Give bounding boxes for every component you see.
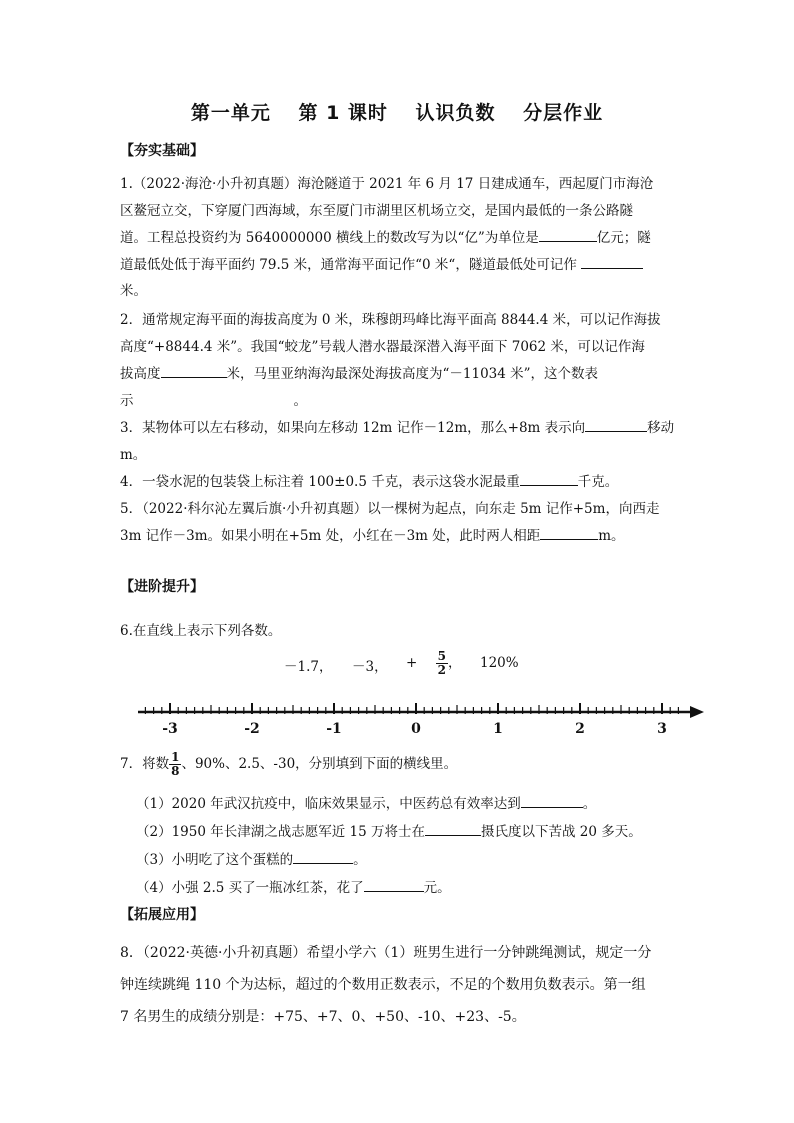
q2-line1: 2．通常规定海平面的海拔高度为 0 米，珠穆朗玛峰比海平面高 8844.4 米，可以记作海拔	[120, 312, 661, 328]
q6-number-3-sign: +	[406, 655, 418, 671]
q7-text1a: 7．将数	[120, 756, 170, 772]
q2-text4b: 。	[293, 393, 307, 409]
q3-text1b: 移动	[647, 420, 675, 436]
q6-fraction	[436, 650, 448, 677]
q3-text1a: 3．某物体可以左右移动，如果向左移动 12m 记作－12m，那么+8m 表示向	[120, 420, 586, 436]
section-advanced: 【进阶提升】	[120, 579, 204, 595]
q1-line5: 米。	[120, 283, 147, 299]
q8-line1: 8．（2022·英德·小升初真题）希望小学六（1）班男生进行一分钟跳绳测试，规定一分	[120, 945, 652, 961]
q2-blank1[interactable]	[161, 363, 227, 378]
q5-line1: 5．（2022·科尔沁左翼后旗·小升初真题）以一棵树为起点，向东走 5m 记作+5m，向西走	[120, 501, 660, 517]
q3-line1	[120, 416, 674, 436]
q7-sub1-text: （1）2020 年武汉抗疫中，临床效果显示，中医药总有效率达到	[136, 796, 521, 812]
q6-number-3	[406, 650, 461, 677]
title-type: 分层作业	[523, 102, 604, 124]
title-unit: 第一单元	[190, 102, 271, 124]
q6-number-1: －1.7，	[284, 659, 333, 675]
q1-text4a: 道最低处低于海平面约 79.5 米，通常海平面记作“0 米“，隧道最低处可记作	[120, 257, 577, 273]
q4-line1	[120, 470, 618, 490]
q1-line3	[120, 226, 651, 246]
q5-line2	[120, 524, 625, 544]
axis-label: -1	[326, 721, 342, 737]
q1-blank2[interactable]	[581, 254, 643, 269]
axis-label: -3	[162, 721, 178, 737]
q7-sub4	[136, 876, 451, 896]
q7-sub3-end: 。	[353, 852, 367, 868]
q1-line2: 区鳌冠立交，下穿厦门西海域，东至厦门市湖里区机场立交，是国内最低的一条公路隧	[120, 203, 633, 219]
q7-sub4-text: （4）小强 2.5 买了一瓶冰红茶，花了	[136, 880, 364, 896]
q2-text3a: 拔高度	[120, 366, 161, 382]
q3-blank[interactable]	[585, 417, 647, 432]
q7-blank3[interactable]	[293, 849, 353, 864]
number-line-arrow	[690, 706, 704, 718]
q2-text3b: 米，马里亚纳海沟最深处海拔高度为“－11034 米”，这个数表	[226, 366, 599, 382]
q7-sub2-end: 摄氏度以下苦战 20 多天。	[481, 824, 642, 840]
axis-label: 2	[575, 721, 585, 737]
q7-sub2	[136, 820, 642, 840]
q7-line1	[120, 751, 457, 778]
q2-line4	[120, 389, 307, 409]
q7-fraction-num: 1	[171, 750, 180, 764]
page-title	[0, 98, 794, 125]
q6-number-4: 120%	[480, 655, 519, 671]
section-basic: 【夯实基础】	[120, 143, 204, 159]
title-lesson: 第 1 课时	[298, 102, 388, 124]
q8-line3: 7 名男生的成绩分别是：+75、+7、0、+50、-10、+23、-5。	[120, 1009, 526, 1025]
section-extend: 【拓展应用】	[120, 907, 204, 923]
q7-text1b: 、90%、2.5、-30，分别填到下面的横线里。	[181, 756, 458, 772]
q6-fraction-den: 2	[437, 663, 446, 677]
q6-number-2: －3，	[352, 659, 388, 675]
q5-text2b: m。	[598, 528, 625, 544]
q2-text4a: 示	[120, 393, 134, 409]
q7-sub2-text: （2）1950 年长津湖之战志愿军近 15 万将士在	[136, 824, 425, 840]
q4-blank[interactable]	[520, 471, 578, 486]
q5-blank[interactable]	[540, 525, 598, 540]
q1-blank1[interactable]	[539, 227, 597, 242]
q7-sub3-text: （3）小明吃了这个蛋糕的	[136, 852, 294, 868]
q7-sub1-end: 。	[582, 796, 597, 812]
q7-fraction	[169, 751, 181, 778]
q7-blank1[interactable]	[521, 793, 583, 808]
q7-sub3	[136, 848, 367, 868]
q6-number-3-comma: ，	[447, 655, 462, 671]
q5-text2a: 3m 记作－3m。如果小明在+5m 处，小红在－3m 处，此时两人相距	[120, 528, 541, 544]
number-line-labels	[162, 721, 667, 737]
q1-text3b: 亿元；隧	[596, 230, 651, 246]
axis-label: -2	[244, 721, 260, 737]
q2-line3	[120, 362, 598, 382]
q1-line1: 1.（2022·海沧·小升初真题）海沧隧道于 2021 年 6 月 17 日建成通车，西起厦门市海沧	[120, 176, 654, 192]
q1-line4	[120, 253, 643, 273]
q6-fraction-num: 5	[437, 649, 446, 663]
q4-text1b: 千克。	[577, 474, 619, 490]
q7-blank2[interactable]	[425, 821, 481, 836]
q7-sub4-end: 元。	[423, 880, 451, 896]
q4-text1a: 4．一袋水泥的包装袋上标注着 100±0.5 千克，表示这袋水泥最重	[120, 474, 520, 490]
number-line	[130, 695, 710, 740]
q7-sub1	[136, 792, 596, 812]
axis-label: 1	[493, 721, 503, 737]
q8-line2: 钟连续跳绳 110 个为达标，超过的个数用正数表示，不足的个数用负数表示。第一组	[120, 977, 646, 993]
q7-blank4[interactable]	[364, 877, 424, 892]
q7-fraction-den: 8	[171, 764, 180, 778]
title-topic: 认识负数	[415, 102, 496, 124]
q3-line2: m。	[120, 447, 147, 463]
q2-line2: 高度“+8844.4 米”。我国“蛟龙”号载人潜水器最深潜入海平面下 7062 米，可以记作海	[120, 339, 645, 355]
axis-label: 3	[657, 721, 667, 737]
axis-label: 0	[411, 721, 421, 737]
q6-text: 6.在直线上表示下列各数。	[120, 623, 282, 639]
q1-text3a: 道。工程总投资约为 5640000000 横线上的数改写为以“亿”为单位是	[120, 230, 539, 246]
